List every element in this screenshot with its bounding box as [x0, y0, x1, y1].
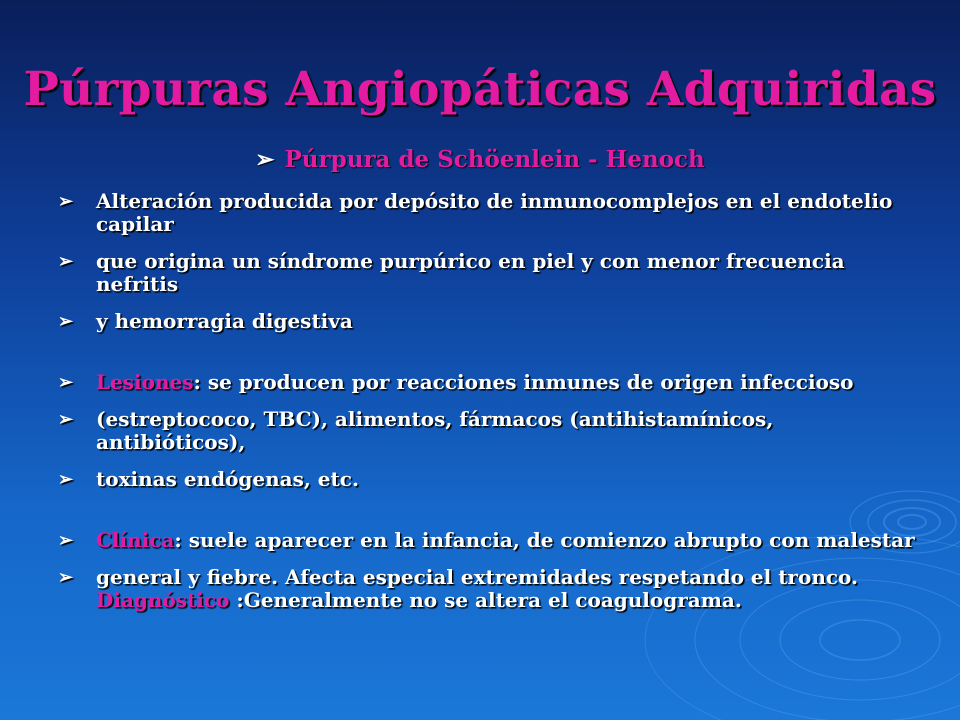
bullet-text: general y fiebre. Afecta especial extremidades respetando el tronco.	[96, 565, 858, 589]
bullet-arrow-icon: ➢	[58, 372, 74, 393]
bullet-arrow-icon: ➢	[58, 251, 74, 272]
bullet-arrow-icon: ➢	[58, 567, 74, 588]
bullet-text: y hemorragia digestiva	[96, 309, 353, 333]
bullet-text: toxinas endógenas, etc.	[96, 467, 359, 491]
slide-title: Púrpuras Angiopáticas Adquiridas	[23, 62, 937, 117]
bullet-text: que origina un síndrome purpúrico en piel y con menor frecuencia nefritis	[96, 249, 845, 296]
bullet-text: (estreptococo, TBC), alimentos, fármacos (antihistamínicos, antibióticos),	[96, 407, 774, 454]
bullet-highlight: Clínica	[96, 528, 175, 552]
bullet-arrow-icon: ➢	[58, 311, 74, 332]
bullet-item	[58, 566, 918, 612]
bullet-list	[58, 190, 918, 612]
bullet-item	[58, 190, 918, 236]
subtitle-text: Púrpura de Schöenlein - Henoch	[284, 146, 705, 173]
bullet-arrow-icon: ➢	[58, 191, 74, 212]
bullet-item	[58, 250, 918, 296]
bullet-highlight: Lesiones	[96, 370, 194, 394]
bullet-text: Alteración producida por depósito de inmunocomplejos en el endotelio capilar	[96, 189, 893, 236]
bullet-arrow-icon: ➢	[58, 469, 74, 490]
bullet-arrow-icon: ➢	[58, 409, 74, 430]
bullet-text: :Generalmente no se altera el coagulograma.	[229, 588, 742, 612]
bullet-arrow-icon: ➢	[58, 530, 74, 551]
slide-subtitle	[0, 146, 960, 173]
bullet-highlight: Diagnóstico	[96, 588, 230, 612]
bullet-text: : se producen por reacciones inmunes de origen infeccioso	[193, 370, 854, 394]
bullet-item	[58, 371, 918, 394]
bullet-item	[58, 408, 918, 454]
bullet-arrow-icon: ➢	[255, 146, 275, 173]
bullet-item	[58, 468, 918, 491]
bullet-text: : suele aparecer en la infancia, de comienzo abrupto con malestar	[174, 528, 915, 552]
bullet-item	[58, 310, 918, 333]
bullet-item	[58, 529, 918, 552]
